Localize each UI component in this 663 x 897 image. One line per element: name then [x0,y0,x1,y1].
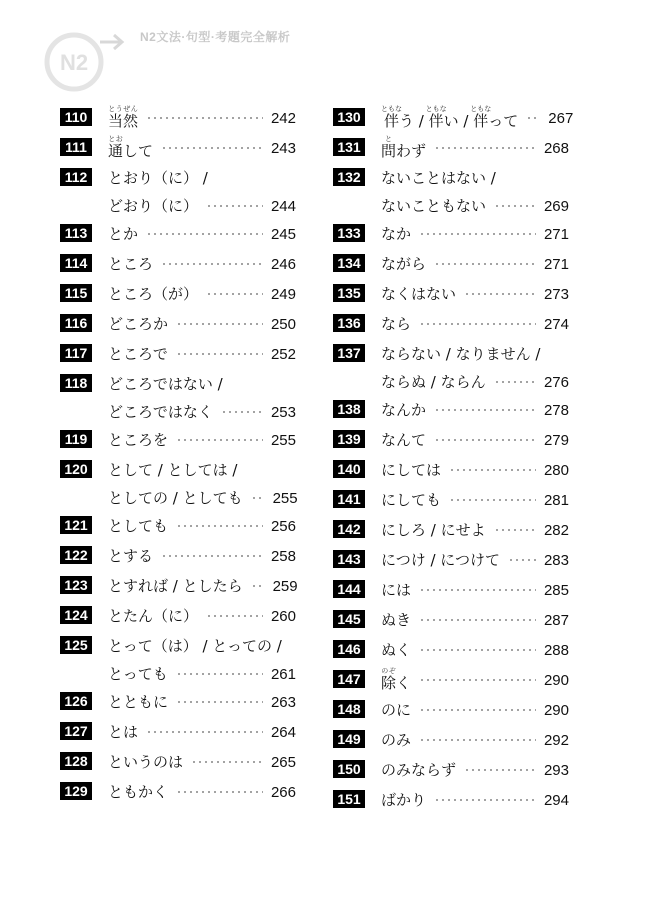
ruby-kanji [381,105,402,130]
grammar-term: とたん（に） [108,607,199,625]
entry-line-2 [108,196,296,216]
grammar-term: にしては [381,461,442,479]
page-number: 255 [272,489,298,507]
furigana: ともな [425,105,447,113]
grammar-term: につけ / につけて [381,551,500,569]
entry-line [381,400,569,420]
page-number: 253 [270,403,296,421]
entry-number: 132 [333,168,365,186]
ruby-kanji [381,135,397,160]
entry-line [381,520,569,540]
grammar-term: とおり（に） / [108,169,208,187]
entry-line [381,284,569,304]
grammar-term-cont: とっても [108,665,168,683]
entry-line [381,105,574,130]
kana-text: って [488,112,519,130]
grammar-term-cont: ないこともない [381,197,487,215]
entry-number: 141 [333,490,365,508]
dot-leader [494,529,536,531]
entry-number: 125 [60,636,92,654]
grammar-term: にしても [381,491,442,509]
entry-line-1 [381,344,569,364]
kanji-text: 伴 [381,112,402,130]
page-number: 271 [543,225,569,243]
dot-leader [206,293,263,295]
grammar-term: どころではない / [108,375,223,393]
page-number: 269 [543,197,569,215]
logo-text: N2 [59,50,89,75]
page-number: 283 [543,551,569,569]
furigana: のぞ [381,667,397,675]
grammar-term-cont: ならぬ / ならん [381,373,486,391]
grammar-term: ならない / なりません / [381,345,541,363]
dot-leader [526,117,540,119]
dot-leader [419,649,536,651]
entry-number: 137 [333,344,365,362]
entry-line [381,254,569,274]
dot-leader [434,409,536,411]
dot-leader [176,323,263,325]
kanji-text: 通 [108,142,124,160]
entry-number: 134 [333,254,365,272]
dot-leader [434,799,536,801]
grammar-term: ないことはない / [381,169,496,187]
furigana: とうぜん [108,105,139,113]
header-title: N2文法·句型·考題完全解析 [140,30,291,44]
grammar-term-cont: どおり（に） [108,197,199,215]
dot-leader [419,679,536,681]
entry-line [108,105,296,130]
entry-line-1 [108,168,296,188]
grammar-term: どころか [108,315,169,333]
dot-leader [434,263,536,265]
page-number: 244 [270,197,296,215]
page-number: 271 [543,255,569,273]
grammar-term: ところ [108,255,154,273]
kana-text: わず [396,142,427,160]
entry-number: 124 [60,606,92,624]
entry-number: 136 [333,314,365,332]
grammar-term: ばかり [381,791,427,809]
entry-line [108,135,296,160]
entry-number: 149 [333,730,365,748]
dot-leader [161,555,263,557]
grammar-term: ところで [108,345,168,363]
entry-line-2 [108,402,296,422]
page-number: 267 [548,109,574,127]
entry-number: 145 [333,610,365,628]
grammar-term: ながら [381,255,427,273]
entry-line [381,224,569,244]
entry-number: 118 [60,374,92,392]
entry-line [381,490,569,510]
page-number: 242 [270,109,296,127]
kana-text: い / [443,112,474,130]
page-number: 274 [543,315,569,333]
grammar-term: とか [108,225,139,243]
page-number: 249 [270,285,296,303]
entry-number: 140 [333,460,365,478]
grammar-term: ところ（が） [108,285,199,303]
page-number: 282 [543,521,569,539]
page-number: 287 [543,611,569,629]
dot-leader [146,233,263,235]
kanji-text: 当然 [108,112,139,130]
entry-line [381,430,569,450]
entry-number: 123 [60,576,92,594]
page-number: 264 [270,723,296,741]
entry-number: 113 [60,224,92,242]
grammar-term: ぬく [381,641,412,659]
page-number: 288 [543,641,569,659]
entry-number: 128 [60,752,92,770]
entry-number: 120 [60,460,92,478]
grammar-term: ところを [108,431,169,449]
entry-line-2 [108,488,296,508]
dot-leader [176,439,263,441]
grammar-term [381,135,426,161]
furigana: ともな [381,105,402,113]
ruby-kanji [108,135,124,160]
entry-line [381,580,569,600]
page-number: 258 [270,547,296,565]
entry-line [381,550,569,570]
grammar-term-cont: としての / としても [108,489,243,507]
entry-number: 142 [333,520,365,538]
dot-leader [176,525,263,527]
dot-leader [176,791,263,793]
arrow-icon [100,35,122,49]
page-number: 294 [543,791,569,809]
furigana: ともな [470,105,492,113]
entry-number: 119 [60,430,92,448]
grammar-term: とは [108,723,139,741]
grammar-term: なくはない [381,285,457,303]
kanji-text: 伴 [470,112,492,130]
entry-number: 127 [60,722,92,740]
page-number: 266 [270,783,296,801]
grammar-term: というのは [108,753,184,771]
dot-leader [449,499,536,501]
entry-number: 114 [60,254,92,272]
page-number: 243 [270,139,296,157]
entry-line [381,640,569,660]
entry-number: 133 [333,224,365,242]
page-number: 260 [270,607,296,625]
entry-number: 116 [60,314,92,332]
entry-number: 150 [333,760,365,778]
grammar-term-cont: どころではなく [108,403,213,421]
dot-leader [161,147,263,149]
kana-text: して [123,142,154,160]
page-number: 285 [543,581,569,599]
page-number: 246 [270,255,296,273]
grammar-term: なんて [381,431,427,449]
entry-number: 144 [333,580,365,598]
entry-line [108,284,296,304]
entry-number: 112 [60,168,92,186]
page-number: 290 [543,701,569,719]
dot-leader [206,615,263,617]
entry-line [108,224,296,244]
page-number: 263 [270,693,296,711]
entry-number: 143 [333,550,365,568]
page-number: 278 [543,401,569,419]
ruby-kanji [108,105,139,130]
entry-number: 146 [333,640,365,658]
dot-leader [419,739,536,741]
ruby-kanji [425,105,447,130]
entry-line [108,344,296,364]
entry-number: 122 [60,546,92,564]
entry-line [381,730,569,750]
grammar-term: ともかく [108,783,169,801]
entry-line [108,692,296,712]
page-number: 250 [270,315,296,333]
ruby-kanji [470,105,492,130]
entry-line [108,752,296,772]
grammar-term: とする [108,547,154,565]
entry-number: 135 [333,284,365,302]
dot-leader [419,709,536,711]
page-number: 290 [543,671,569,689]
page-number: 276 [543,373,569,391]
dot-leader [161,263,263,265]
dot-leader [146,731,263,733]
entry-line [108,254,296,274]
grammar-term: には [381,581,412,599]
kanji-text: 問 [381,142,397,160]
dot-leader [176,673,263,675]
dot-leader [221,411,263,413]
furigana: とお [108,135,124,143]
entry-line [108,314,296,334]
dot-leader [434,439,536,441]
entry-line-2 [381,196,569,216]
page-number: 252 [270,345,296,363]
entry-number: 138 [333,400,365,418]
entry-number: 121 [60,516,92,534]
page-number: 268 [543,139,569,157]
dot-leader [434,147,536,149]
entry-line [381,135,569,160]
page-number: 265 [270,753,296,771]
page-number: 261 [270,665,296,683]
entry-number: 111 [60,138,92,156]
grammar-term: とって（は） / とっての / [108,637,282,655]
page-number: 245 [270,225,296,243]
entry-line-2 [381,372,569,392]
entry-number: 129 [60,782,92,800]
dot-leader [251,497,265,499]
entry-number: 147 [333,670,365,688]
dot-leader [146,117,263,119]
entry-number: 130 [333,108,365,126]
ruby-kanji [381,667,397,692]
entry-number: 148 [333,700,365,718]
grammar-term: にしろ / にせよ [381,521,486,539]
entry-line [381,700,569,720]
entry-number: 131 [333,138,365,156]
entry-line [108,546,296,566]
entry-line-1 [108,374,296,394]
dot-leader [206,205,263,207]
dot-leader [419,323,536,325]
grammar-term: なんか [381,401,427,419]
entry-line [381,760,569,780]
dot-leader [494,381,536,383]
dot-leader [419,619,536,621]
entry-line [108,722,296,742]
entry-number: 110 [60,108,92,126]
page-number: 255 [270,431,296,449]
entry-line [108,430,296,450]
entry-line [108,576,296,596]
entry-line-1 [108,636,296,656]
grammar-term [381,667,411,693]
entry-line-1 [381,168,569,188]
dot-leader [508,559,536,561]
page-number: 279 [543,431,569,449]
grammar-term: のに [381,701,412,719]
entry-line [381,790,569,810]
page-number: 280 [543,461,569,479]
dot-leader [464,769,536,771]
grammar-term [108,105,138,131]
entry-line [381,667,569,692]
entry-line [381,460,569,480]
dot-leader [251,585,265,587]
dot-leader [419,589,536,591]
page-number: 256 [270,517,296,535]
entry-line [381,610,569,630]
dot-leader [176,701,263,703]
entry-line-2 [108,664,296,684]
page-number: 259 [272,577,298,595]
entry-line [381,314,569,334]
kana-text: う / [399,112,429,130]
entry-number: 126 [60,692,92,710]
grammar-term: ぬき [381,611,412,629]
grammar-term: としても [108,517,169,535]
grammar-term [108,135,153,161]
entry-line-1 [108,460,296,480]
page-number: 293 [543,761,569,779]
grammar-term: のみならず [381,761,457,779]
grammar-term [381,105,518,131]
grammar-term: なら [381,315,412,333]
dot-leader [449,469,536,471]
grammar-term: のみ [381,731,412,749]
entry-number: 139 [333,430,365,448]
grammar-term: とともに [108,693,169,711]
dot-leader [494,205,536,207]
kanji-text: 伴 [425,112,447,130]
page-number: 273 [543,285,569,303]
grammar-term: なか [381,225,412,243]
n2-logo [44,32,128,92]
kanji-text: 除 [381,674,397,692]
kana-text: く [396,674,412,692]
dot-leader [419,233,536,235]
page-number: 292 [543,731,569,749]
entry-number: 115 [60,284,92,302]
entry-number: 117 [60,344,92,362]
entry-number: 151 [333,790,365,808]
furigana: と [381,135,396,143]
page-number: 281 [543,491,569,509]
dot-leader [464,293,536,295]
dot-leader [176,353,263,355]
entry-line [108,782,296,802]
grammar-term: として / としては / [108,461,238,479]
entry-line [108,516,296,536]
grammar-term: とすれば / としたら [108,577,243,595]
entry-line [108,606,296,626]
dot-leader [191,761,263,763]
